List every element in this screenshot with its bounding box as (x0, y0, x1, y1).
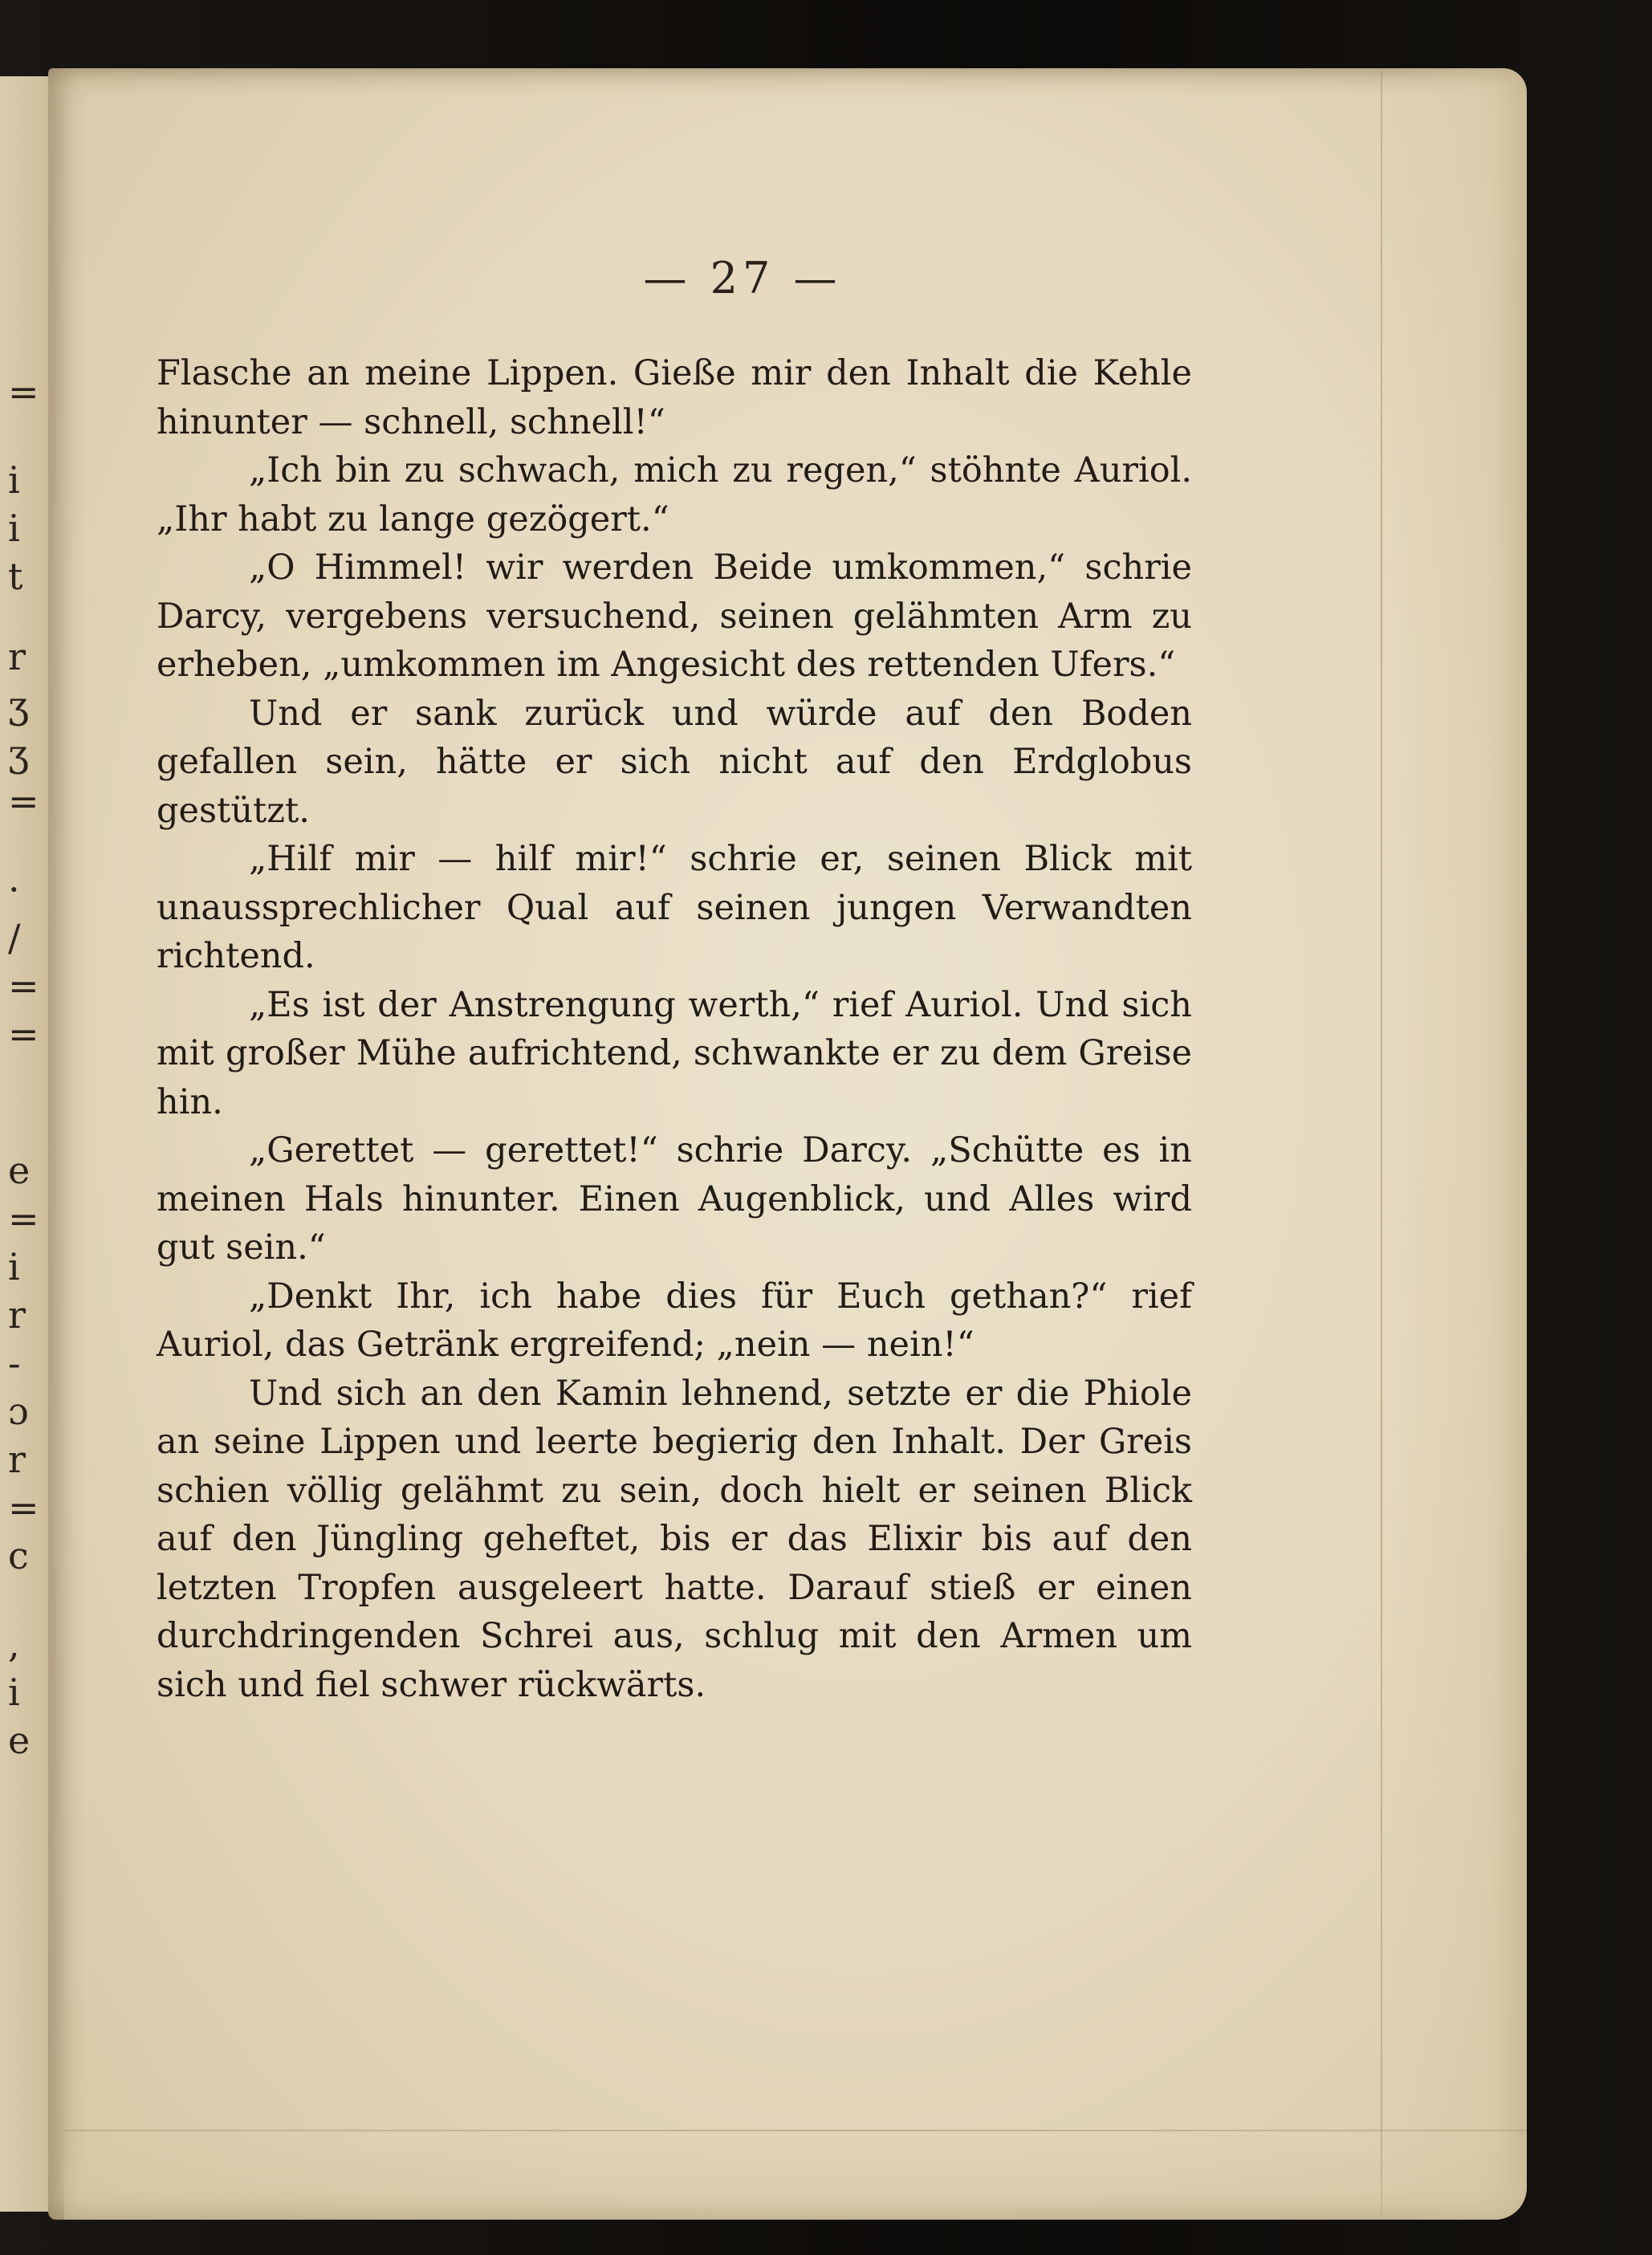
left-fragment: - (8, 1341, 21, 1385)
page-bottom-margin (64, 2130, 1527, 2220)
left-fragment: ʒ (8, 683, 29, 727)
paragraph: „Hilf mir — hilf mir!“ schrie er, seinen Blick mit unaussprechlicher Qual auf seinen jungen Verwandten richtend. (157, 839, 1192, 976)
left-fragment: t (8, 555, 23, 598)
page-number: — 27 — (643, 253, 842, 303)
book-page (48, 68, 1527, 2220)
left-fragment: = (8, 1197, 39, 1240)
left-fragment: / (8, 916, 21, 959)
paragraph: Und sich an den Kamin lehnend, setzte er die Phiole an seine Lippen und leerte begierig den Inhalt. Der Greis schien völlig gelähmt zu sein, doch hielt er seinen Blick auf den Jüngling geheftet, bis er das Elixir bis auf den letzten Tropfen ausgeleert hatte. Darauf stieß er einen durchdringenden Schrei aus, schlug mit den Armen um sich und fiel schwer rückwärts. (157, 1373, 1192, 1705)
left-fragment: = (8, 1012, 39, 1056)
left-fragment: ʒ (8, 731, 29, 775)
paragraph: „Ich bin zu schwach, mich zu regen,“ stöhnte Auriol. „Ihr habt zu lange gezögert.“ (157, 450, 1192, 539)
body-text (157, 349, 1192, 1709)
left-fragment: i (8, 1671, 20, 1714)
left-fragment: r (8, 1293, 26, 1337)
paragraph: „Es ist der Anstrengung werth,“ rief Auriol. Und sich mit großer Mühe aufrichtend, schwankte er zu dem Greise hin. (157, 984, 1192, 1122)
left-fragment: r (8, 1438, 26, 1481)
left-fragment: c (8, 1534, 29, 1577)
left-fragment: e (8, 1719, 31, 1762)
left-fragment: ɔ (8, 1390, 29, 1433)
left-fragment: r (8, 635, 26, 678)
paragraph: Und er sank zurück und würde auf den Boden gefallen sein, hätte er sich nicht auf den Erdglobus gestützt. (157, 693, 1192, 831)
left-fragment: = (8, 1486, 39, 1529)
paragraph: Flasche an meine Lippen. Gieße mir den Inhalt die Kehle hinunter — schnell, schnell!“ (157, 353, 1192, 442)
left-fragment: = (8, 964, 39, 1007)
left-fragment: i (8, 507, 20, 550)
page-right-margin (1381, 68, 1527, 2220)
left-fragment: = (8, 779, 39, 823)
paragraph: „Gerettet — gerettet!“ schrie Darcy. „Schütte es in meinen Hals hinunter. Einen Augenblick, und Alles wird gut sein.“ (157, 1130, 1192, 1268)
left-fragment: , (8, 1622, 20, 1666)
left-fragment: i (8, 1245, 20, 1288)
paragraph: „O Himmel! wir werden Beide umkommen,“ schrie Darcy, vergebens versuchend, seinen gelähmten Arm zu erheben, „umkommen im Angesicht des rettenden Ufers.“ (157, 547, 1192, 685)
paragraph: „Denkt Ihr, ich habe dies für Euch gethan?“ rief Auriol, das Getränk ergreifend; „nein — nein!“ (157, 1276, 1192, 1365)
left-fragment: = (8, 370, 39, 413)
left-fragment: e (8, 1149, 31, 1192)
left-fragment: i (8, 458, 20, 502)
left-fragment: · (8, 868, 20, 911)
